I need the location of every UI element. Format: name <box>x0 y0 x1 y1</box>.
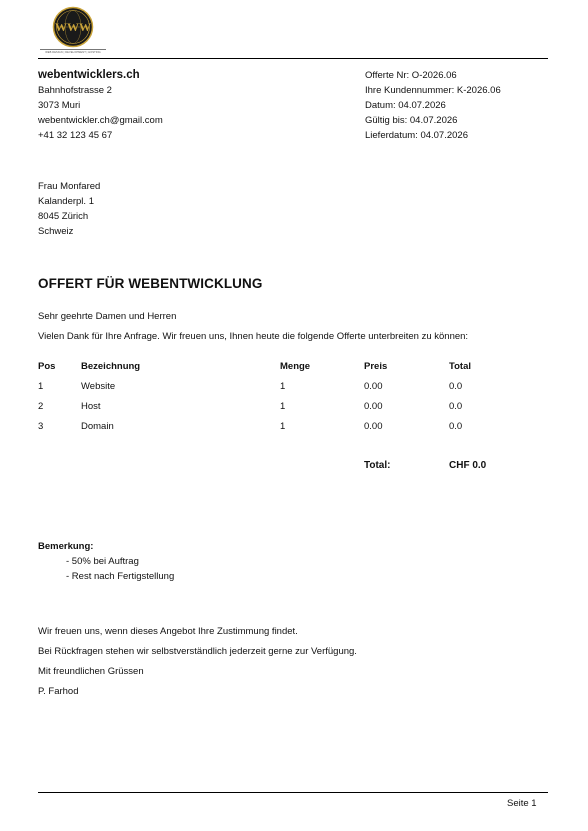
logo-tagline: WEB DESIGN | DEVELOPMENT | HOSTING <box>40 49 106 54</box>
customer-number: Ihre Kundennummer: K-2026.06 <box>365 85 501 96</box>
closing-line: Wir freuen uns, wenn dieses Angebot Ihre Zustimmung findet. <box>38 626 298 637</box>
footer-divider <box>38 792 548 793</box>
page-title: OFFERT FÜR WEBENTWICKLUNG <box>38 276 263 291</box>
row-total: 0.0 <box>449 421 463 432</box>
closing-greeting: Mit freundlichen Grüssen <box>38 666 144 677</box>
offer-meta-block <box>365 68 501 143</box>
logo-emblem-icon <box>40 6 106 50</box>
header-divider <box>38 58 548 59</box>
remark-item: - 50% bei Auftrag <box>66 556 139 567</box>
remark-item: - Rest nach Fertigstellung <box>66 571 175 582</box>
table-row <box>0 421 588 435</box>
row-pos: 3 <box>38 421 44 432</box>
col-header-total: Total <box>449 361 471 372</box>
row-price: 0.00 <box>364 381 383 392</box>
recipient-city: 8045 Zürich <box>38 211 89 222</box>
sender-name: webentwicklers.ch <box>38 69 140 81</box>
intro-text: Vielen Dank für Ihre Anfrage. Wir freuen uns, Ihnen heute die folgende Offerte unterbreiten zu können: <box>38 331 469 342</box>
remarks-title: Bemerkung: <box>38 541 94 552</box>
recipient-country: Schweiz <box>38 226 74 237</box>
delivery-date: Lieferdatum: 04.07.2026 <box>365 130 468 141</box>
sender-email: webentwickler.ch@gmail.com <box>38 115 163 126</box>
recipient-block <box>38 179 100 239</box>
row-quantity: 1 <box>280 401 286 412</box>
col-header-pos: Pos <box>38 361 56 372</box>
total-label: Total: <box>364 460 391 471</box>
sender-street: Bahnhofstrasse 2 <box>38 85 112 96</box>
logo-letters: WWW <box>55 20 91 34</box>
row-description: Website <box>81 381 116 392</box>
row-quantity: 1 <box>280 421 286 432</box>
page-number: Seite 1 <box>507 798 537 809</box>
offer-number: Offerte Nr: O-2026.06 <box>365 70 457 81</box>
row-price: 0.00 <box>364 421 383 432</box>
table-row <box>0 401 588 415</box>
recipient-name: Frau Monfared <box>38 181 101 192</box>
col-header-description: Bezeichnung <box>81 361 141 372</box>
row-pos: 2 <box>38 401 44 412</box>
total-value: CHF 0.0 <box>449 460 487 471</box>
signature: P. Farhod <box>38 686 79 697</box>
row-quantity: 1 <box>280 381 286 392</box>
row-pos: 1 <box>38 381 44 392</box>
sender-block <box>38 68 163 143</box>
sender-phone: +41 32 123 45 67 <box>38 130 113 141</box>
valid-until: Gültig bis: 04.07.2026 <box>365 115 458 126</box>
col-header-price: Preis <box>364 361 388 372</box>
table-row <box>0 381 588 395</box>
recipient-street: Kalanderpl. 1 <box>38 196 94 207</box>
row-total: 0.0 <box>449 381 463 392</box>
salutation: Sehr geehrte Damen und Herren <box>38 311 177 322</box>
row-price: 0.00 <box>364 401 383 412</box>
col-header-quantity: Menge <box>280 361 311 372</box>
row-description: Host <box>81 401 101 412</box>
offer-date: Datum: 04.07.2026 <box>365 100 446 111</box>
company-logo <box>40 6 106 52</box>
row-description: Domain <box>81 421 114 432</box>
sender-city: 3073 Muri <box>38 100 81 111</box>
closing-line: Bei Rückfragen stehen wir selbstverständlich jederzeit gerne zur Verfügung. <box>38 646 357 657</box>
row-total: 0.0 <box>449 401 463 412</box>
